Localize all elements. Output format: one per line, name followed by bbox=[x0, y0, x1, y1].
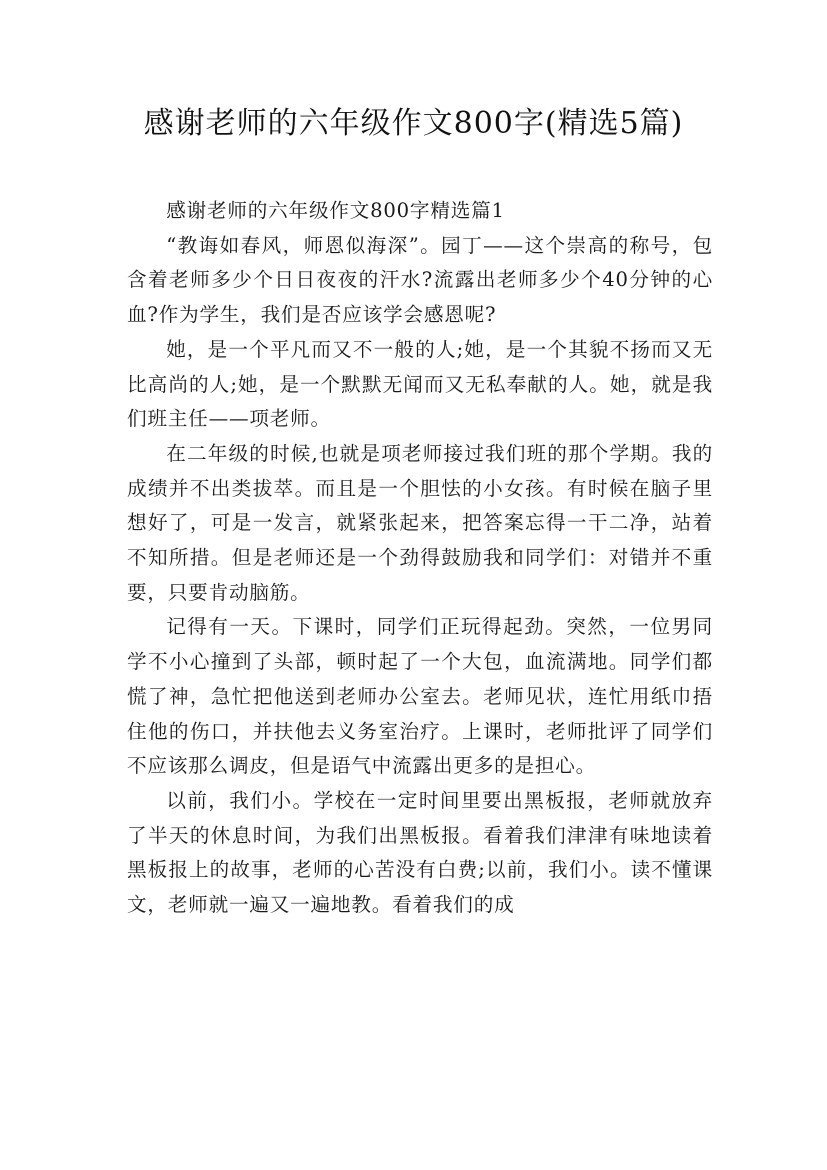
paragraph: 在二年级的时候,也就是项老师接过我们班的那个学期。我的成绩并不出类拔萃。而且是一个胆怯的小女孩。有时候在脑子里想好了，可是一发言，就紧张起来，把答案忘得一干二净，站着不知所措。但是老师还是一个劲得鼓励我和同学们：对错并不重要，只要肯动脑筋。 bbox=[127, 441, 713, 604]
section-heading: 感谢老师的六年级作文800字精选篇1 bbox=[166, 199, 505, 222]
paragraph: 以前，我们小。学校在一定时间里要出黑板报，老师就放弃了半天的休息时间，为我们出黑板报。看着我们津津有味地读着黑板报上的故事，老师的心苦没有白费;以前，我们小。读不懂课文，老师就一遍又一遍地教。看着我们的成 bbox=[127, 788, 713, 917]
document-title: 感谢老师的六年级作文800字(精选5篇) bbox=[143, 106, 684, 141]
document-body bbox=[127, 194, 713, 923]
paragraph: 她，是一个平凡而又不一般的人;她，是一个其貌不扬而又无比高尚的人;她，是一个默默无闻而又无私奉献的人。她，就是我们班主任——项老师。 bbox=[127, 337, 713, 431]
paragraph: “教诲如春风，师恩似海深”。园丁——这个崇高的称号，包含着老师多少个日日夜夜的汗水?流露出老师多少个40分钟的心血?作为学生，我们是否应该学会感恩呢? bbox=[127, 233, 713, 327]
paragraph: 记得有一天。下课时，同学们正玩得起劲。突然，一位男同学不小心撞到了头部，顿时起了一个大包，血流满地。同学们都慌了神，急忙把他送到老师办公室去。老师见状，连忙用纸巾捂住他的伤口，并扶他去义务室治疗。上课时，老师批评了同学们不应该那么调皮，但是语气中流露出更多的是担心。 bbox=[127, 615, 713, 778]
